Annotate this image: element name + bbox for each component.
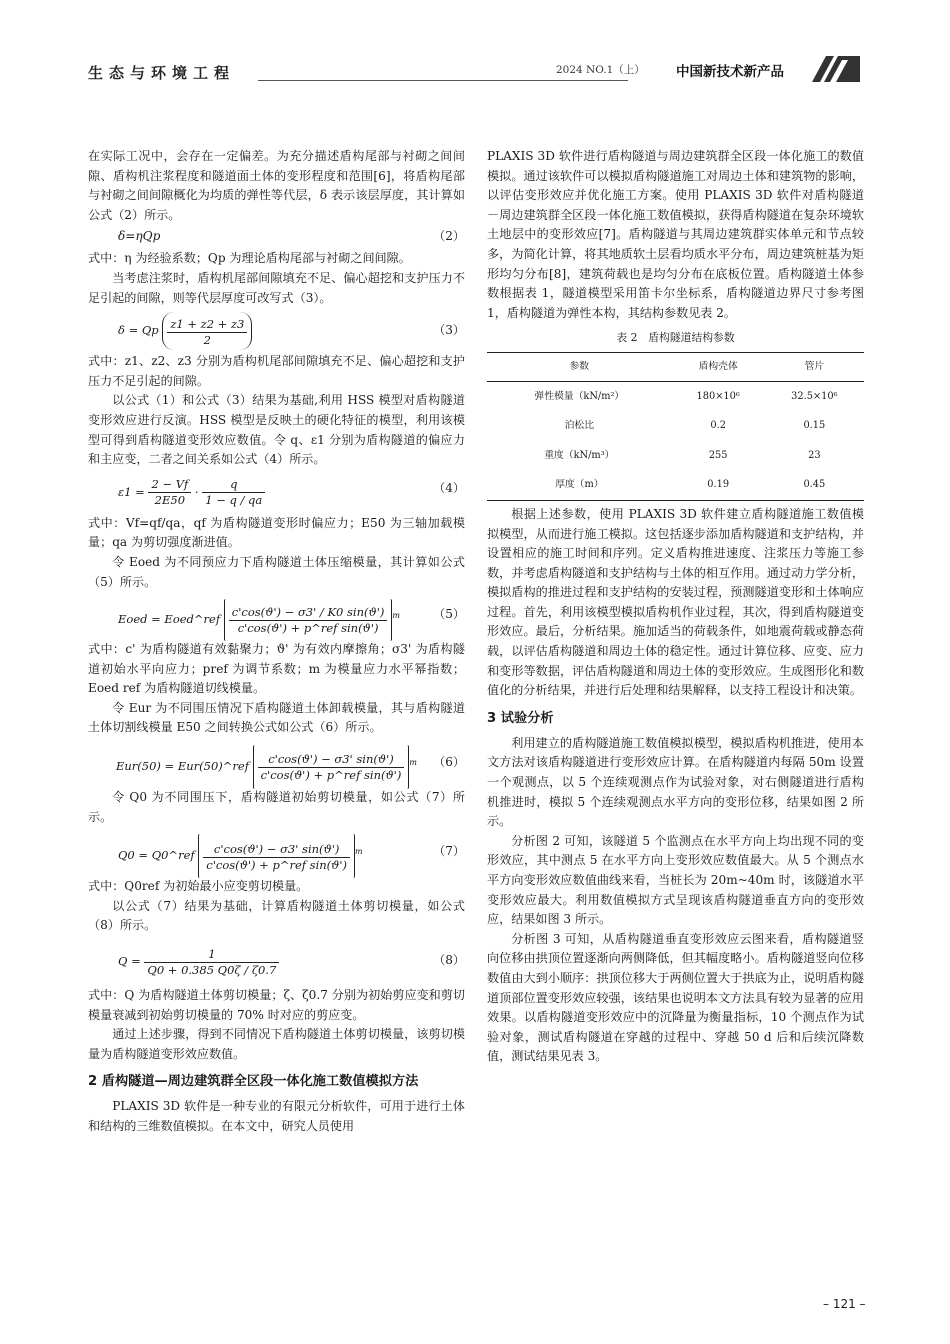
paragraph: 式中：z1、z2、z3 分别为盾构机尾部间隙填充不足、偏心超挖和支护压力不足引起的间隙。 bbox=[88, 354, 465, 388]
exponent: m bbox=[355, 847, 363, 857]
table-row bbox=[487, 411, 864, 441]
paragraph: 当考虑注浆时，盾构机尾部间隙填充不足、偏心超挖和支护压力不足引起的间隙，则等代层厚度可改写式（3）。 bbox=[88, 270, 465, 305]
fraction-numerator: z1 + z2 + z3 bbox=[167, 317, 247, 333]
equation-number: （7） bbox=[433, 844, 465, 859]
table-caption: 表 2 盾构隧道结构参数 bbox=[616, 331, 735, 345]
fraction-numerator: c'cos(ϑ') − σ3' / K0 sin(ϑ') bbox=[229, 605, 388, 621]
equation-number: （6） bbox=[433, 755, 465, 770]
table-cell: 0.19 bbox=[672, 470, 765, 500]
equation-number: （8） bbox=[433, 953, 465, 968]
table-row bbox=[487, 441, 864, 471]
table-cell: 0.2 bbox=[710, 420, 726, 432]
section-heading: 2 盾构隧道—周边建筑群全区段一体化施工数值模拟方法 bbox=[88, 1074, 419, 1090]
journal-section-title: 生态与环境工程 bbox=[88, 64, 236, 82]
fraction-denominator: 1 − q / qa bbox=[205, 493, 263, 508]
exponent: m bbox=[392, 611, 400, 621]
equation-lhs: δ = Qp bbox=[118, 323, 159, 338]
structure-parameter-table bbox=[487, 352, 864, 501]
fraction-numerator: c'cos(ϑ') − σ3' sin(ϑ') bbox=[258, 752, 405, 768]
issue-label: 2024 NO.1（上） bbox=[556, 64, 645, 76]
equation-4: ε1 = $\frac{2 - Vf}{2E50}$ · $\frac{q}{1 - q / qa}$ （4） bbox=[118, 477, 465, 508]
table-row bbox=[487, 470, 864, 500]
equation-6 bbox=[88, 741, 465, 785]
fraction-numerator: q bbox=[202, 477, 265, 493]
paragraph: 利用建立的盾构隧道施工数值模拟模型，模拟盾构机推进，使用本文方法对该盾构隧道进行变形效应计算。在盾构隧道内每隔 50m 设置一个观测点，以 5 个连续观测点作为试验对象，对右侧隧道进行盾构机推进时，模拟 5 个连续观测点水平方向的变形位移，结果如图 2 所示。 bbox=[487, 735, 864, 829]
equation-number: （5） bbox=[433, 607, 465, 622]
table-row bbox=[487, 381, 864, 411]
table-header-row bbox=[487, 352, 864, 381]
table-cell: 厚度（m） bbox=[487, 470, 672, 500]
equation-lhs: Eur(50) = Eur(50)^ref bbox=[116, 758, 249, 773]
equation-8 bbox=[88, 939, 465, 983]
paragraph: 式中：Q0ref 为初始最小应变剪切模量。 bbox=[88, 879, 309, 894]
equation-3 bbox=[88, 311, 465, 349]
paragraph: 以公式（7）结果为基础，计算盾构隧道土体剪切模量，如公式（8）所示。 bbox=[88, 898, 465, 933]
paragraph: 以公式（1）和公式（3）结果为基础,利用 HSS 模型对盾构隧道变形效应进行反演。HSS 模型是反映土的硬化特征的模型，利用该模型可得到盾构隧道变形效应数值。令 q、ε1 分别为盾构隧道的偏应力和主应变，二者之间关系如公式（4）所示。 bbox=[88, 393, 465, 467]
equation-lhs: ε1 = bbox=[118, 484, 145, 499]
fraction-denominator: 2E50 bbox=[154, 493, 186, 508]
table-cell: 180×10⁶ bbox=[696, 390, 740, 402]
table-cell: 255 bbox=[708, 449, 728, 461]
equation-lhs: Q0 = Q0^ref bbox=[118, 848, 195, 863]
right-column bbox=[487, 147, 864, 1067]
paragraph: 式中：Vf=qf/qa，qf 为盾构隧道变形时偏应力；E50 为三轴加载模量；qa 为剪切强度渐进值。 bbox=[88, 515, 465, 550]
paragraph: 令 Eur 为不同围压情况下盾构隧道土体卸载模量，其与盾构隧道土体切割线模量 E50 之间转换公式如公式（6）所示。 bbox=[88, 700, 465, 735]
equation-number: （4） bbox=[433, 480, 465, 495]
equation-7 bbox=[88, 830, 465, 874]
equation-5 bbox=[88, 595, 465, 637]
table-cell: 弹性模量（kN/m²） bbox=[534, 390, 625, 402]
page-number: – 121 – bbox=[823, 1297, 866, 1311]
fraction-numerator: c'cos(ϑ') − σ3' sin(ϑ') bbox=[203, 842, 350, 858]
left-column bbox=[88, 147, 465, 1137]
header-rule bbox=[258, 80, 628, 81]
table-cell: 23 bbox=[808, 449, 821, 461]
paragraph: 通过上述步骤，得到不同情况下盾构隧道土体剪切模量，该剪切模量为盾构隧道变形效应数值。 bbox=[88, 1027, 465, 1061]
table-cell: 0.15 bbox=[803, 420, 826, 432]
paragraph: 式中：c' 为盾构隧道有效黏聚力；ϑ' 为有效内摩擦角；σ3' 为盾构隧道初始水平向应力；pref 为调节系数；m 为模量应力水平幂指数；Eoed ref 为盾构隧道切线模量。 bbox=[88, 642, 465, 696]
table-header-cell: 盾构壳体 bbox=[672, 352, 765, 381]
table-cell: 0.45 bbox=[765, 470, 864, 500]
paragraph: 式中：η 为经验系数；Qp 为理论盾构尾部与衬砌之间间隙。 bbox=[88, 251, 411, 266]
exponent: m bbox=[409, 758, 417, 768]
paragraph: 式中：Q 为盾构隧道土体剪切模量；ζ、ζ0.7 分别为初始剪应变和剪切模量衰减到初始剪切模量的 70% 时对应的剪应变。 bbox=[88, 988, 465, 1022]
fraction-denominator: Q0 + 0.385 Q0ζ / ζ0.7 bbox=[147, 962, 277, 977]
equation-number: （2） bbox=[433, 229, 465, 244]
equation-lhs: Q = bbox=[118, 954, 141, 969]
equation-number: （3） bbox=[433, 323, 465, 338]
fraction-denominator: c'cos(ϑ') + p^ref sin(ϑ') bbox=[260, 768, 402, 783]
journal-brand: 中国新技术新产品 bbox=[676, 64, 784, 80]
table-header-cell: 参数 bbox=[487, 352, 672, 381]
paragraph: 根据上述参数，使用 PLAXIS 3D 软件建立盾构隧道施工数值模拟模型，从而进行施工模拟。这包括逐步添加盾构隧道和支护结构，并设置相应的施工时间和序列。定义盾构推进速度、注浆压力等施工参数，并考虑盾构隧道和支护结构与土体的相互作用。通过动力学分析，模拟盾构的推进过程和支护结构的安装过程，预测隧道变形和土体响应过程。首先，利用该模型模拟盾构机作业过程，其次，得到盾构隧道变形效应。最后，分析结果。施加适当的荷载条件，如地震荷载或静态荷载，以评估盾构隧道和周边土体的稳定性。通过计算位移、应变、应力和变形等数据，评估盾构隧道和周边土体的变形效应。生成图形化和数值化的分析结果，并进行后处理和结果解释，以支持工程设计和决策。 bbox=[487, 506, 864, 698]
section-heading: 3 试验分析 bbox=[487, 710, 554, 726]
fraction-denominator: c'cos(ϑ') + p^ref sin(ϑ') bbox=[206, 857, 348, 872]
paragraph: PLAXIS 3D 软件进行盾构隧道与周边建筑群全区段一体化施工的数值模拟。通过该软件可以模拟盾构隧道施工对周边土体和建筑物的影响，以评估变形效应并优化施工方案。使用 PLAXIS 3D 软件对盾构隧道－周边建筑群全区段一体化施工数值模拟，获得盾构隧道在复杂环境软土地层中的变形效应[7]。盾构隧道与其周边建筑群实体单元和节点较多，为简化计算，将其地质软土层看均质水平分布，周边建筑桩基为矩形均匀分布[8]，建筑荷载也是均匀分布在底板位置。盾构隧道土体参数根据表 1，隧道模型采用笛卡尔坐标系，盾构隧道边界尺寸参考图 1，盾构隧道为弹性本构，其结构参数见表 2。 bbox=[487, 149, 864, 320]
journal-logo-icon bbox=[812, 56, 860, 82]
paragraph: 分析图 2 可知，该隧道 5 个监测点在水平方向上均出现不同的变形效应，其中测点 5 在水平方向上变形效应数值最大。从 5 个测点水平方向变形效应数值曲线来看，当桩长为 20m~40m 时，该隧道水平变形效应最大。利用数值模拟方式呈现该盾构隧道垂直方向的变形效应，结果如图 3 所示。 bbox=[487, 833, 864, 927]
paragraph: 分析图 3 可知，从盾构隧道垂直变形效应云图来看，盾构隧道竖向位移由拱顶位置逐渐向两侧降低，但其幅度略小。盾构隧道竖向位移数值由大到小顺序：拱顶位移大于两侧位置大于拱底为止，说明盾构隧道顶部位置变形效应较强，该结果也说明本文方法具有较为显著的应用效果。以盾构隧道变形效应中的沉降量为衡量指标，10 个测点作为试验对象，测试盾构隧道在穿越的过程中、穿越 50 d 后和后续沉降数值，测试结果见表 3。 bbox=[487, 931, 864, 1064]
equation-2 bbox=[88, 227, 465, 247]
table-cell: 重度（kN/m³） bbox=[544, 449, 615, 461]
table-cell: 32.5×10⁶ bbox=[791, 390, 838, 402]
paragraph: 令 Q0 为不同围压下，盾构隧道初始剪切模量，如公式（7）所示。 bbox=[88, 790, 465, 824]
table-cell: 泊松比 bbox=[564, 420, 594, 432]
equation-body: δ=ηQp bbox=[118, 229, 161, 244]
equation-lhs: Eoed = Eoed^ref bbox=[118, 611, 221, 626]
fraction-numerator: 2 − Vf bbox=[148, 477, 191, 493]
table-header-cell: 管片 bbox=[765, 352, 864, 381]
fraction-denominator: c'cos(ϑ') + p^ref sin(ϑ') bbox=[237, 621, 379, 636]
fraction-numerator: 1 bbox=[144, 947, 279, 963]
fraction-denominator: 2 bbox=[203, 332, 211, 347]
paragraph: 令 Eoed 为不同预应力下盾构隧道土体压缩模量，其计算如公式（5）所示。 bbox=[88, 554, 465, 589]
paragraph: 在实际工况中，会存在一定偏差。为充分描述盾构尾部与衬砌之间间隙、盾构机注浆程度和隧道面土体的变形程度和范围[6]，将盾构尾部与衬砌之间间隙概化为均质的弹性等代层，δ 表示该层厚度，其计算如公式（2）所示。 bbox=[88, 149, 465, 222]
paragraph: PLAXIS 3D 软件是一种专业的有限元分析软件，可用于进行土体和结构的三维数值模拟。在本文中，研究人员使用 bbox=[88, 1099, 465, 1133]
